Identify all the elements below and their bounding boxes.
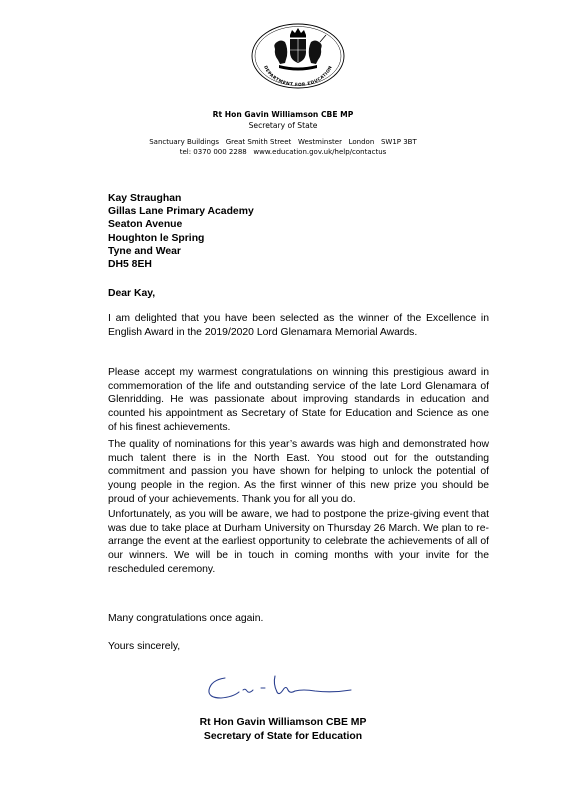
salutation: Dear Kay, [108, 288, 156, 299]
recipient-postcode: DH5 8EH [108, 259, 152, 271]
sender-address-line: Sanctuary Buildings Great Smith Street Westminster London SW1P 3BT [149, 138, 417, 146]
sender-title-header: Secretary of State [248, 121, 318, 130]
letter-paragraph: Unfortunately, as you will be aware, we had to postpone the prize-giving event that was due to take place at Durham University on Thursday 26 March. We plan to re-arrange the event at the earliest opportunity to celebrate the achievements of all of our winners. We will be in touch in coming months with your invite for the rescheduled ceremony. [108, 509, 489, 575]
svg-text:DEPARTMENT FOR EDUCATION: DEPARTMENT FOR EDUCATION [262, 65, 334, 89]
recipient-name: Kay Straughan [108, 193, 182, 204]
recipient-organisation: Gillas Lane Primary Academy [108, 206, 254, 218]
signatory-title: Secretary of State for Education [203, 731, 363, 742]
recipient-street: Seaton Avenue [108, 219, 183, 231]
letter-paragraph: Please accept my warmest congratulations on winning this prestigious award in commemoration of the life and outstanding service of the late Lord Glenamara of Glenridding. He was passionate about improving standards in education and counted his appointment as Secretary of State for Education and Science as one of his finest achievements. [108, 367, 489, 433]
recipient-county: Tyne and Wear [108, 245, 181, 257]
sender-name-header: Rt Hon Gavin Williamson CBE MP [212, 110, 354, 119]
recipient-address [108, 192, 254, 271]
letter-paragraph: The quality of nominations for this year’s awards was high and demonstrated how much talent there is in the North East. You stood out for the outstanding commitment and passion you have shown for helping to unlock the potential of young people in the region. As the first winner of this new prize you should be proud of your achievements. Thank you for all you do. [108, 439, 489, 505]
signatory-name: Rt Hon Gavin Williamson CBE MP [199, 717, 367, 728]
recipient-town: Houghton le Spring [108, 232, 205, 244]
royal-coat-of-arms-icon [249, 22, 347, 90]
closing: Yours sincerely, [108, 641, 181, 652]
handwritten-signature-icon [203, 670, 353, 704]
sender-contact-line: tel: 0370 000 2288 www.education.gov.uk/help/contactus [179, 148, 387, 156]
letter-paragraph: I am delighted that you have been selected as the winner of the Excellence in English Award in the 2019/2020 Lord Glenamara Memorial Awards. [108, 313, 489, 338]
letter-paragraph: Many congratulations once again. [108, 613, 264, 624]
